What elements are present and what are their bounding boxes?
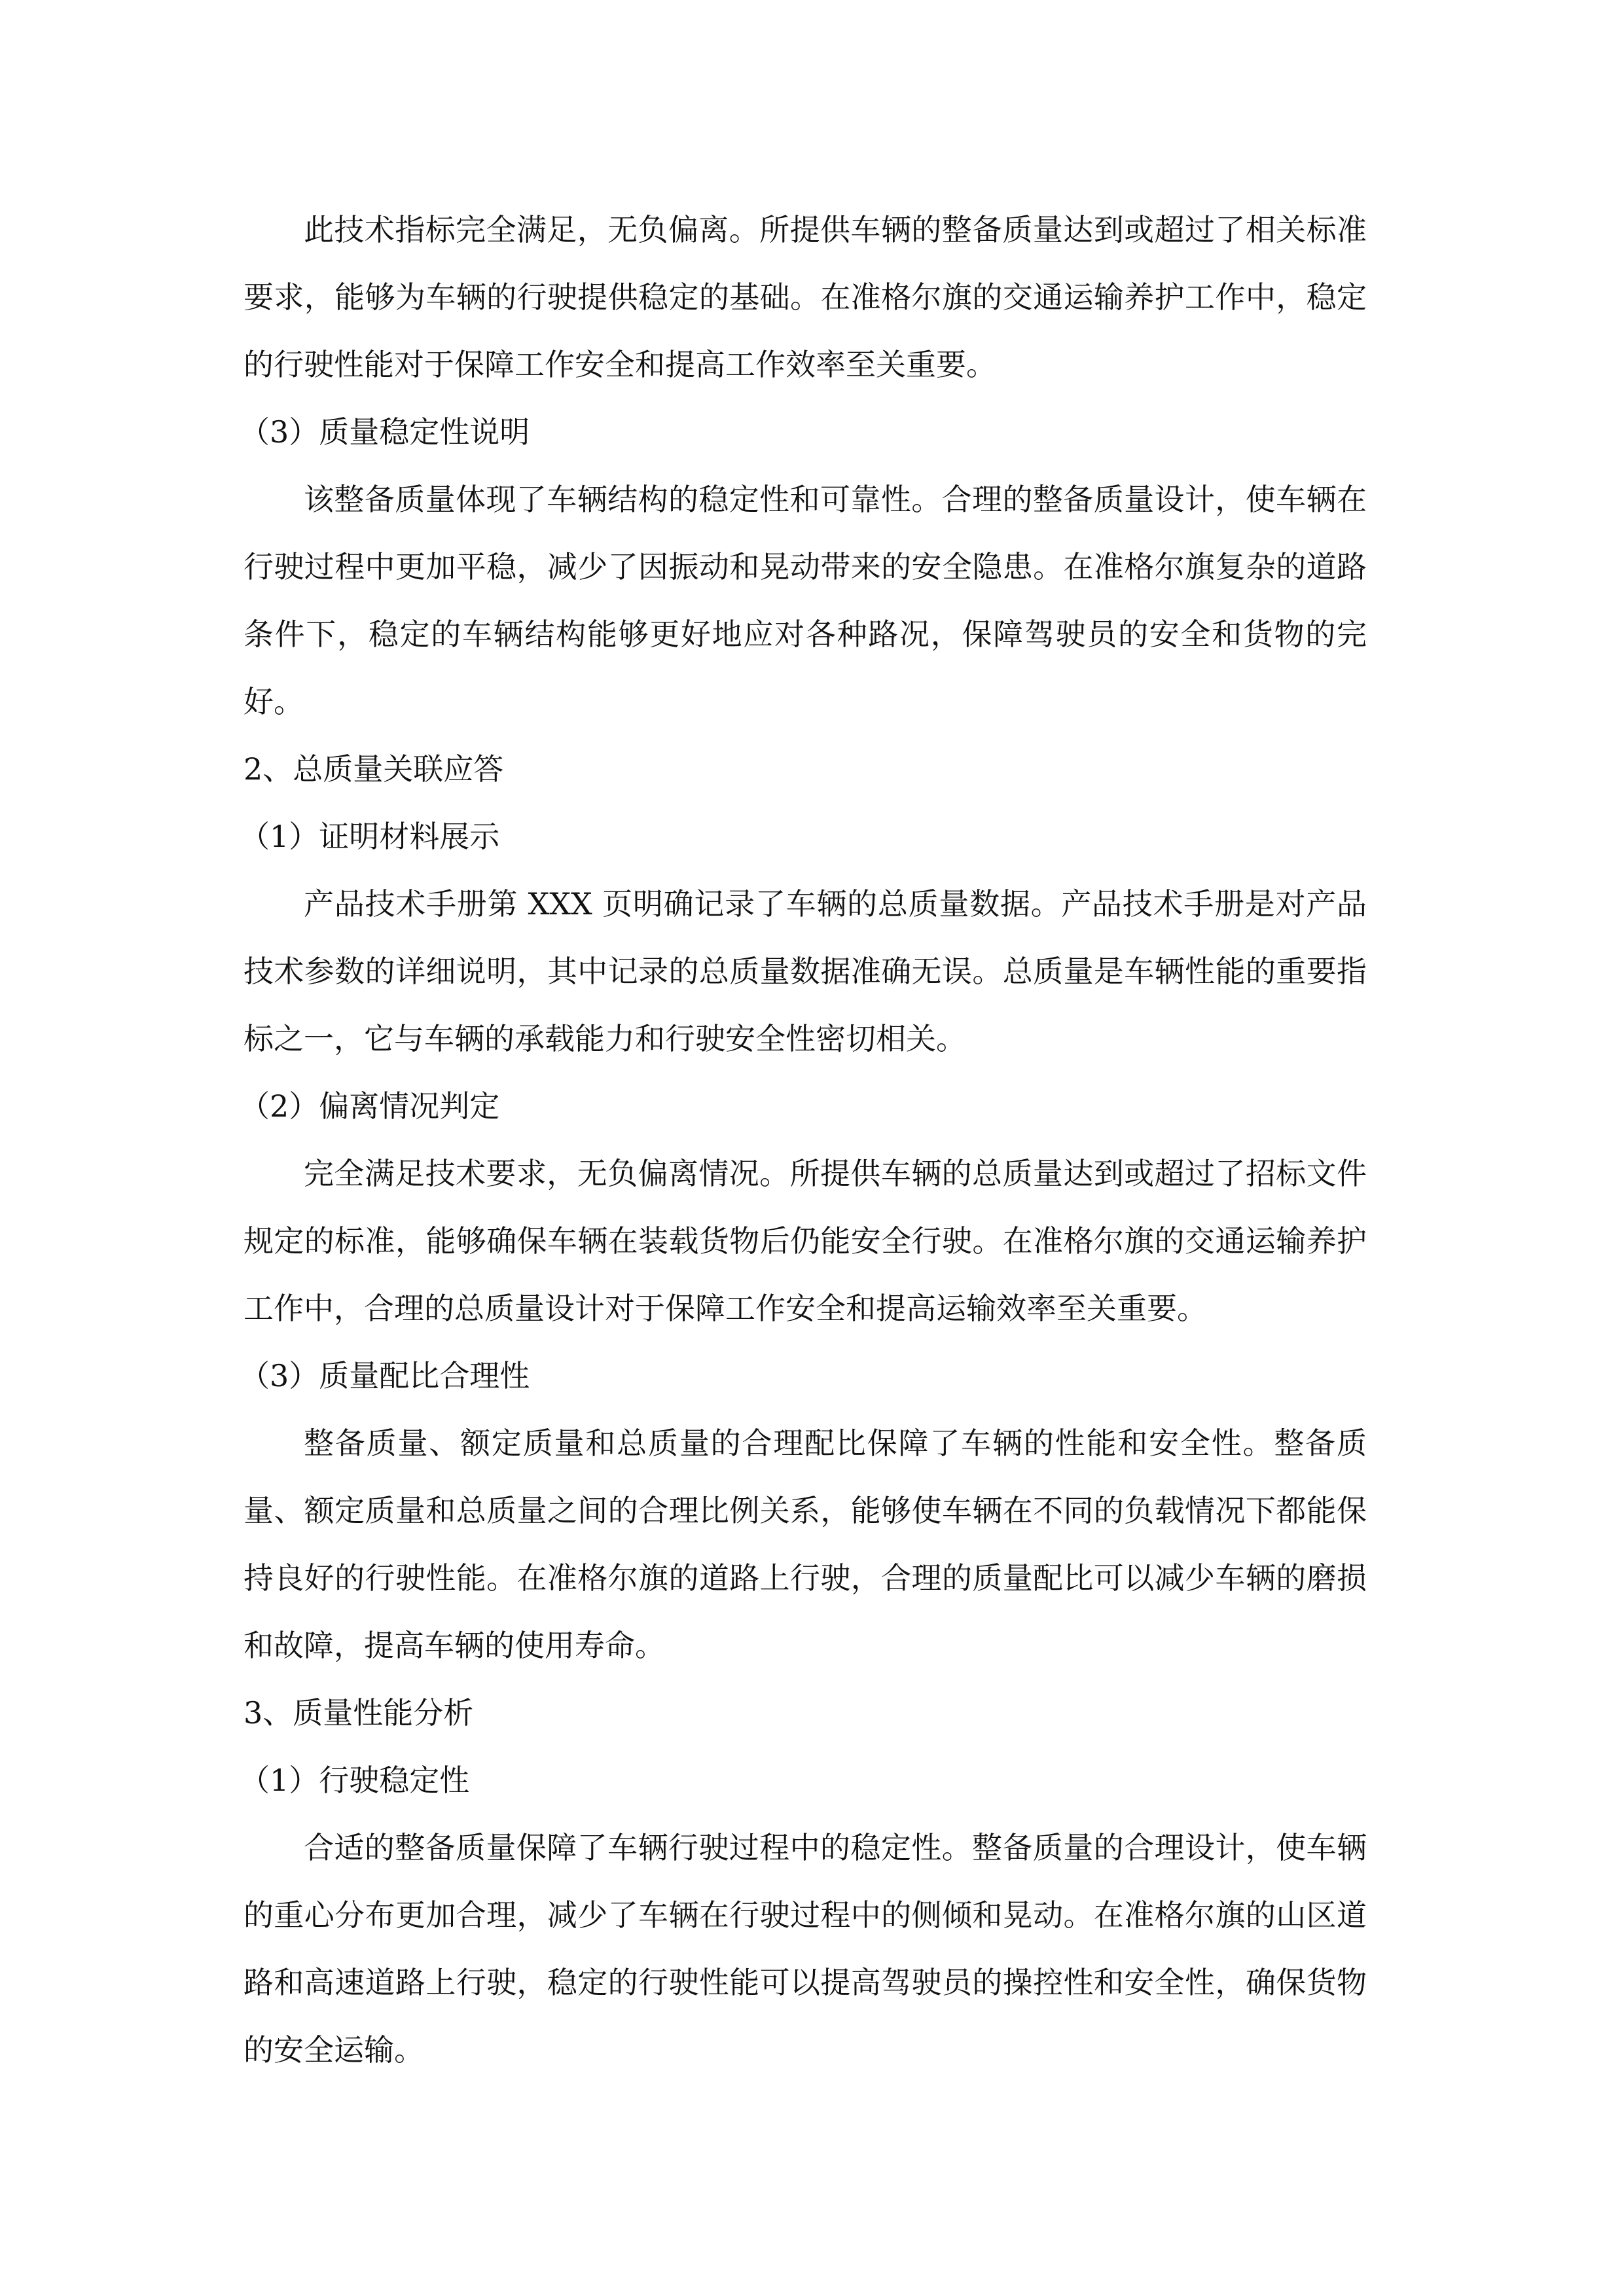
para-quality-stability: 该整备质量体现了车辆结构的稳定性和可靠性。合理的整备质量设计，使车辆在行驶过程中更加平稳，减少了因振动和晃动带来的安全隐患。在准格尔旗复杂的道路条件下，稳定的车辆结构能够更好地应对各种路况，保障驾驶员的安全和货物的完好。 xyxy=(244,482,1367,719)
document-page xyxy=(240,196,1367,2084)
para-driving-stability: 合适的整备质量保障了车辆行驶过程中的稳定性。整备质量的合理设计，使车辆的重心分布更加合理，减少了车辆在行驶过程中的侧倾和晃动。在准格尔旗的山区道路和高速道路上行驶，稳定的行驶性能可以提高驾驶员的操控性和安全性，确保货物的安全运输。 xyxy=(244,1830,1367,2068)
para-deviation: 完全满足技术要求，无负偏离情况。所提供车辆的总质量达到或超过了招标文件规定的标准，能够确保车辆在装载货物后仍能安全行驶。在准格尔旗的交通运输养护工作中，合理的总质量设计对于保障工作安全和提高运输效率至关重要。 xyxy=(244,1156,1367,1326)
heading-mass-ratio: （3）质量配比合理性 xyxy=(240,1358,530,1393)
heading-evidence: （1）证明材料展示 xyxy=(240,819,500,854)
heading-quality-stability: （3）质量稳定性说明 xyxy=(240,414,530,450)
heading-driving-stability: （1）行驶稳定性 xyxy=(240,1763,470,1798)
para-curb-weight-deviation: 此技术指标完全满足，无负偏离。所提供车辆的整备质量达到或超过了相关标准要求，能够为车辆的行驶提供稳定的基础。在准格尔旗的交通运输养护工作中，稳定的行驶性能对于保障工作安全和提高工作效率至关重要。 xyxy=(244,212,1367,382)
heading-performance-analysis: 3、质量性能分析 xyxy=(244,1695,474,1731)
heading-deviation: （2）偏离情况判定 xyxy=(240,1088,500,1124)
heading-total-mass: 2、总质量关联应答 xyxy=(244,751,504,787)
para-mass-ratio: 整备质量、额定质量和总质量的合理配比保障了车辆的性能和安全性。整备质量、额定质量和总质量之间的合理比例关系，能够使车辆在不同的负载情况下都能保持良好的行驶性能。在准格尔旗的道路上行驶，合理的质量配比可以减少车辆的磨损和故障，提高车辆的使用寿命。 xyxy=(244,1426,1367,1663)
para-evidence: 产品技术手册第 XXX 页明确记录了车辆的总质量数据。产品技术手册是对产品技术参数的详细说明，其中记录的总质量数据准确无误。总质量是车辆性能的重要指标之一，它与车辆的承载能力和行驶安全性密切相关。 xyxy=(244,886,1367,1056)
